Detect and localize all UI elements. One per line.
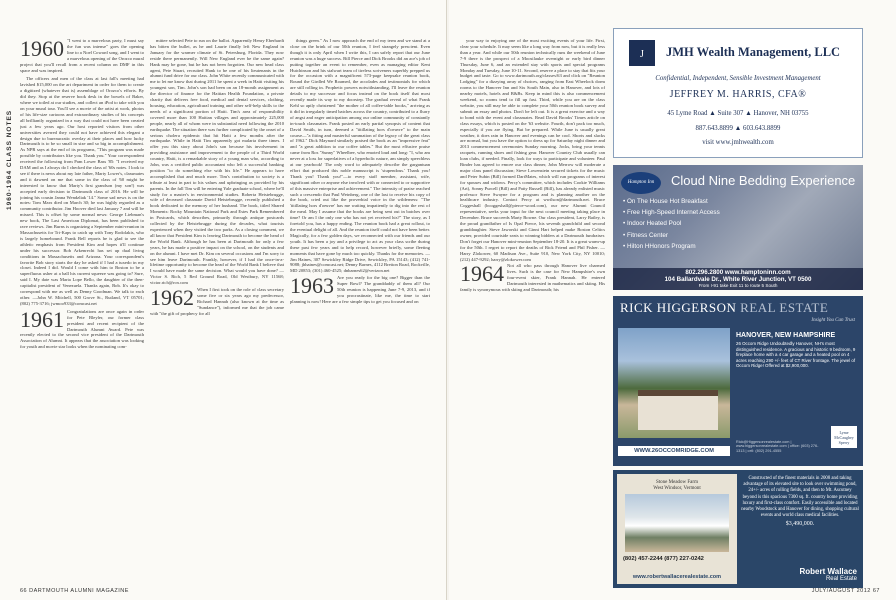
- jmh-phones: 887.643.8899 ▲ 603.643.8899: [695, 125, 781, 132]
- folio-left: 66 DARTMOUTH ALUMNI MAGAZINE: [20, 588, 129, 594]
- year-heading-1964: 1964: [460, 261, 504, 287]
- jmh-name: JMH Wealth Management, LLC: [666, 45, 841, 59]
- hampton-address: 104 Ballardvale Dr., White River Junction, VT 0500: [664, 275, 812, 283]
- year-1961-block: [20, 306, 144, 350]
- wallace-broker: Robert Wallace: [799, 567, 857, 576]
- column-1: [20, 38, 144, 583]
- higgerson-realestate-ad[interactable]: [613, 296, 863, 466]
- year-1961-intro: Congratulations are once again in order for Pete Bleyler, our former class president and recent recipient of the Dartmouth Alumni Award. Pete was recently elected to the second vice president of the Dartmouth Association of Alumni. It appears that the association was looking for youth and movie star looks when the nominating com-: [20, 308, 144, 350]
- hampton-inn-ad[interactable]: [613, 165, 863, 290]
- year-1964-intro: Not all who pass through Hanover live charmed lives. Such is the case for New Hampshire's own four-event skier, Frank Hannah. He entered Dartmouth interested in mathematics and skiing. His family is synonymous with skiing and Dartmouth; his: [460, 263, 605, 293]
- jmh-person: JEFFREY M. HARRIS, CFA®: [669, 89, 807, 100]
- column-3-body: things green." As I now approach the end of my term and we stand at a close on the brink of our 50th reunion, I feel strangely prescient. Even though it is only April when I write this, I can safely report that our June reunion was a huge success. Bill Pierce and Dick Brooks did an ace's job of putting together an event to remember, even as managing editor Kent Hutchinson and his stalwart team of tireless scriveners superbly prepped us for the occasion with a magnificent 573-page keepsake reunion book, Round the Girdled We Roamed, the accolades and testimonials for which are still rolling in. Prophetic powers notwithstanding, I'll leave the reunion details to my successor and focus instead on the book itself that most recently made its way to my doorstep. The gradual reveal of what Frank Kehl so aptly christened "the mother of all coffee-table books," arriving as it did in irregularly timed batches across the country, contributed to a flurry of angst and eager anticipation among our online community of constantly in-touch classmates. Frank posted an early partial synopsis of content that David Smith, in turn, deemed a "titillating hors d'oeuvre" to the main course—"a fitting and masterful summation of the legacy of the great class of 1962." Dick Maynard similarly praised the book as an "impressive feat" and "a great addition to our coffee tables." But the most effusive praise came from Ros "Sunny" Wheelbee, who emoted loud and long: "I, who am never at a loss for superlatives of a hyperbolic nature, am simply speechless at our yearbook! The only word to adequately describe the gargantuan effort that produced this noble manuscript is 'stupendous.' Thank you! Thank you! Thank you!"—to every staff member, assistant, wife, significant other or anyone else involved with or connected to or supportive of this massive enterprise and achievement." The intensity of praise reached such a crescendo that Paul Weinberg, one of the last to receive his copy of the book, cried out like the proverbial voice in the wilderness: "The 'titillating hors d'oeuvre' has me waiting impatiently to dig into the rest of the meal. May I assume that the books are being sent out in batches over time? Or am I the only one who has not yet received his?" The story, as I foretold you, has a happy ending. The reunion book had a great rollout, to the eventual delight of all. And the reunion itself could not have been better. Magically, for a few golden days, we reconnected with our friends and our youth. It has been a joy and a privilege to act as your class scribe during these past few years and to help record, however briefly, some fleeting moments that have gone by much too quickly. Thanks for the memories. —Jim Haines, 307 Sewickley Ridge Drive, Sewickley, PA 15143; (412) 741-9088; jhhaines@comcast.net; Denny Barnes, 4112 Bretton Road, Rockville, MD 20853; (301) 460-4525; dnbarnes62@verizon.net: [290, 38, 430, 274]
- year-1960-intro: "I went to a marvelous party, I must say the fun was intense" goes the opening line to a Noel Coward song, and I went to a marvelous opening of the Orozco mural project that you'll recall from a recent column on DMF in this space and was inspired.: [20, 38, 144, 73]
- farm-place: West Windsor, Vermont: [653, 486, 701, 492]
- jmh-logo-icon: [628, 39, 656, 67]
- wallace-phones: (802) 457-2244 (877) 227-0242: [623, 556, 704, 562]
- higgerson-brand-tail: REAL ESTATE: [740, 300, 829, 315]
- jmh-website-link[interactable]: visit www.jmhwealth.com: [702, 139, 774, 146]
- column-2: [150, 38, 284, 583]
- house-image-icon: [638, 390, 718, 430]
- left-page: [0, 0, 447, 600]
- column-2-body: mittee selected Pete to run on the ballot. Apparently Henry Eberhardt has bitten the bullet, as he and Laurie finally left New England in January for the warmer climate of St. Petersburg, Florida. They now reside there permanently. Will New England ever be the same again? Hank may be gone, but he has not been forgotten. Our new head class agent, Pete Stuart, recruited Hank to be one of his lieutenants in the alumni fund drive for our class. John White recently communicated with me to let me know that during 2011 he spent a week in Haiti visiting his youngest son, Tim. John's son had been on an 18-month assignment as the director of finance for the Haitian Health Foundation, a private charity that delivers free food, medical and dental services, clothing, housing, education, agricultural training and other self-help skills to the needs of a significant portion of Haiti. Tim's area of responsibility covered more than 100 Haitian villages and approximately 225,000 people, nearly all of whom were in substantial need following the 2010 earthquake. The situation there was further complicated by the onset of a serious cholera epidemic that hit Haiti a few months after the earthquake. While in Haiti Tim apparently got malaria three times. I offer you this story about John's son because his involvement in providing assistance and improvement to the people of a Third World country, Haiti, is a remarkable story of a young man who, according to John, was a certified public accountant who left a successful banking position "to do something else with his life." He appears to have accomplished that and much more. Tim's contribution to society is a tribute at least in part to his values and upbringing as provided by his parents. In the fall Tim will be entering Yale graduate school, where he'll study for a master's in environmental studies. Roberta Heistebrugge, wife of deceased classmate David Heistebrugge, recently published a book dedicated to the memory of her husband. The book, titled Shared Moments: Rocky Mountain National Park and Estes Park Remembered in Postcards, which describes, primarily through antique postcards collected by the Heistebrugge during the decades, what tourists experienced when they visited the two parks. As a closing comment, we all know that President Kim is leaving Dartmouth to become the head of the World Bank. Although he has been at Dartmouth for only a few years, he has made a positive impact on the school, on the students and on the alumni. I have met Dr. Kim on several occasions and I'm sorry to see him leave Dartmouth. Frankly, however, if I had the once-in-a-lifetime opportunity to become the head of the World Bank I believe that I would have made the same decision. What would you have done? —Victor S. Rich, 5 Red Ground Road, Old Westbury, NY 11568; victor.rich@rcn.com: [150, 38, 284, 286]
- partner-logo: Lyme McCaughey Sperry: [831, 426, 857, 448]
- year-heading-1962: 1962: [150, 285, 194, 311]
- farm-caption: [617, 480, 737, 492]
- year-1963-block: [290, 275, 430, 305]
- farm-name: Stone Meadow Farm: [656, 480, 698, 485]
- hampton-amenities-list: [623, 198, 720, 254]
- hampton-directions: From I-91 take Exit 11 to route 5 South: [698, 283, 778, 289]
- year-1964-block: [460, 263, 605, 293]
- folio-right: JULY/AUGUST 2012 67: [811, 588, 880, 594]
- amenity-item: • On The House Hot Breakfast: [623, 198, 720, 205]
- hampton-headline: Cloud Nine Bedding Experience: [671, 173, 856, 188]
- column-4-body: your way to enjoying one of the most exciting events of your life. First, clear your schedule. It may seem like a long way from now, but it is really less than a year. And while our 50th reunion technically runs the weekend of June 7-9 there is the prospect of a Moosilauke overnight or early bird dinner Thursday, June 6, and an extended stay with sports and special programs Monday and Tuesday, June 10-11. Second, reserve a place to stay that fits your budget and taste. Go to www.dartmouth.org/classes/63 and click on "Reunion Lodging" for a dizzying array of choices, ranging from East Wheelock dorm rooms to the Hanover Inn and Six South Main, also in Hanover, and lots of nearby motels, hotels and B&Bs. Keep in mind this is also commencement weekend, so rooms tend to fill up fast. Third, while you are on the class website, you still may be able to complete your 50th reunion book survey and submit an essay and photos. Don't be left out. It is a great exercise and a way to bond with the event and classmates. Read David Brooks' Times article on class essays, which is posted on the '63 website. Fourth, don't pack too much, especially if you are flying. But be prepared. While June is usually great weather, it does rain in Hanover and evenings can be cool. Shorts and slacks are normal, but you have the option to dress up for Saturday night dinner and 2013 commencement ceremonies Sunday morning. Jocks, bring your tennis racquets, running shoes and fishing gear. Hanover Country Club usually can loan clubs, if needed. Finally, look for ways to participate and volunteer. Paul Binder has agreed to emcee our class dinner, John Merrow will moderate a major class panel discussion; Steve Lowenstein secured tickets for the music and Peter Subin (Bill) formed DartMates, which will run programs of interest for spouses and widows. Percy's committee, which includes Cookie Williams (Art), Sonny Purcell (Bill) and Patty Russell (Bill), has already enlisted music professor Steve Swayne for a program and is planning another on the healthcare industry. Contact Percy at wwilson@dartmouth.net. Bruce Coggeshall (bcoggeshall@pierce-wood.com), our new Alumni Council representative, seeks your input for the next council meeting taking place in December. Bruce succeeds Marty Bowne. Our class president, Larry Bailey, is the proud grandfather of Is Opal Pierce, his seventh grandchild and second granddaughter. Steve Jaworski and Ginni Hart helped make Boston Celtics owner, provided courtside seats to winning bidders at a Dartmouth fundraiser. Don't forget our Hanover mini-reunion September 18-20. It is a great warm-up for the 50th. I regret to report the deaths of Rick Friend and Phil Fisher. —Harry Zlokower, 60 Madison Ave., Suite 910, New York City, NY 10010; (212) 447-9292; harry@zlokower.com: [460, 38, 605, 262]
- jmh-tagline: Confidential, Independent, Sensible Investment Management: [655, 75, 821, 82]
- jmh-address: 45 Lyme Road ▲ Suite 307 ▲ Hanover, NH 03755: [667, 110, 809, 117]
- higgerson-listing: [736, 332, 858, 369]
- farm-price: $3,490,000.: [785, 521, 815, 528]
- wallace-url-link[interactable]: www.robertwallacerealestate.com: [632, 574, 722, 580]
- amenity-item: • Indoor Heated Pool: [623, 220, 720, 227]
- wallace-broker-sub: Real Estate: [825, 576, 857, 582]
- higgerson-brand-name: RICK HIGGERSON: [620, 300, 737, 315]
- wallace-logo: [800, 567, 858, 582]
- higgerson-contact: Rick@Higgersonrealestate.com | www.higgersonrealestate.com | office: (603) 276-1313 | cell: (802) 291-4555: [736, 439, 819, 454]
- amenity-item: • Free High-Speed Internet Access: [623, 209, 720, 216]
- year-1960-block: [20, 38, 144, 73]
- higgerson-brand: [620, 300, 828, 316]
- farm-panel: [617, 474, 737, 584]
- farm-description: [741, 476, 859, 528]
- year-1962-intro: When I first took on the role of class secretary some five or six years ago my predecessor, Richard Hannah (also known at the time as "Sundance"), informed me that the job came with "the gift of prophecy for all: [150, 287, 284, 316]
- year-heading-1960: 1960: [20, 38, 64, 61]
- column-1-body: The officers and men of the class at last fall's meeting had lavished $15,000 on the art department in order for them to create a digitized (whatever that is) assemblage of Orozco's efforts. By did they. Stop at the reserve book desk in the bowels of Baker, where we toiled at our studies, and collect an iPod to take with you on your mural tour. You'll see a movie of the artist at work, photos of his life-size cartoons and extraordinary studies of his concepts all brilliantly organized in a way that could not have been created just a few years ago. Our host reported visitors from other universities averred they could not have achieved this elegant a design due to bureaucratic overlay at their places and how lucky Dartmouth is to be so small in size and so big in accomplishment. As NPR says at the end of its programs, "This program was made possible by contributors like you. Thank you." Your correspondent received the following from Pam Lower Bass '85: "I received my DAM and as I always do I checked the class of '60s notes. I look to see if there is news about my late father, Marty Lower's, classmates and it dawned on me that some in the class of '60 might be interested to know that Marty's first grandson (my son!) was accepted early decision to Dartmouth class of 2016. He will be joining his cousin Janna Wendzliak '14." Some sad news is on the notes: Tom Marx died on March 30; he was highly regarded as a community contributor. Jim Hoover died last January 7 and will be missed. This is offset by some normal news: George Liebman's new book, The Last American Diplomat, has been published to rave reviews. Jim Burns is organizing a September mini-reunion in Massachusetts for Tri-Kaps to catch up with Tony Rodolakis, who is largely homebound. Frank Bell reports he is glad to see the athletic emphasis from President Kim and hopes it'll continue under his successor. Bob Arkenrecht has set up dual living conditions in Massachusetts and Arizona. Your correspondent's favorite Bob story starts the day he asked if I had a tuxedo in my closet. Indeed I did. Would I come with him to Boston to be a superfluous usher at a ball his current squeeze was going to? Sure, said I. My date was Maria Lope Bello, the daughter of the then-capitalist president of Venezuela. Thanks again, Bob. It's okay to correspond with me as well as Denny Goodman. We talk to each other. —John W. Mitchell, 500 Grove St., Rutland, VT 05701; (802) 775-3716; jwmoo933@comcast.net: [20, 76, 144, 306]
- year-1963-intro: Are you ready for the big one? Bigger than the Super Bowl? The granddaddy of them all? Our 50th reunion is happening June 7-9, 2013, and if you procrastinate, like me, the time to start planning is now! Here are a few simple tips to get you focused and on: [290, 275, 430, 304]
- wallace-realestate-ad[interactable]: [613, 470, 863, 588]
- hampton-logo: Hampton Inn: [621, 172, 661, 194]
- higgerson-url-link[interactable]: WWW.26OCCOMRIDGE.COM: [618, 446, 730, 456]
- hampton-contact[interactable]: 802.296.2800 www.hamptoninn.com: [685, 269, 791, 276]
- amenity-item: • Hilton HHonors Program: [623, 243, 720, 250]
- house-photo: [618, 328, 730, 438]
- section-label: 1960-1964 CLASS NOTES: [6, 109, 13, 210]
- higgerson-slogan: Insight You Can Trust: [811, 318, 855, 323]
- column-4: [460, 38, 605, 583]
- hampton-contact-bar: [613, 268, 863, 290]
- amenity-item: • Fitness Center: [623, 232, 720, 239]
- farm-photo: [625, 494, 729, 552]
- farm-desc: Constructed of the finest materials in 2008 and taking advantage of its elevated site to look over swimming pond, 24+/- acres of rolling fields, and then to Mt. Ascutney beyond is this spacious 7300 sq. ft. country home providing luxury and first-class comfort. Easily accessible and located nearby Woodstock and Hanover for dining, shopping cultural events and world class medical facilities.: [741, 476, 859, 519]
- jmh-wealth-ad[interactable]: [613, 28, 863, 158]
- column-3: [290, 38, 430, 583]
- year-heading-1963: 1963: [290, 273, 334, 299]
- higgerson-body: 26 Occom Ridge Undoubtedly Hanover, NH's most distinguished residence. A gracious and historic 9 bedroom, 9 fireplace home with a 4 car garage and a heated pool on 4 acres reaching 290 +/- feet of CT River frontage. The jewel of Occom Ridge! Offered at $2,900,000.: [736, 341, 856, 369]
- year-1962-block: [150, 287, 284, 317]
- year-heading-1961: 1961: [20, 306, 64, 332]
- svg-text:J: J: [640, 49, 644, 60]
- higgerson-region: HANOVER, NEW HAMPSHIRE: [736, 332, 836, 339]
